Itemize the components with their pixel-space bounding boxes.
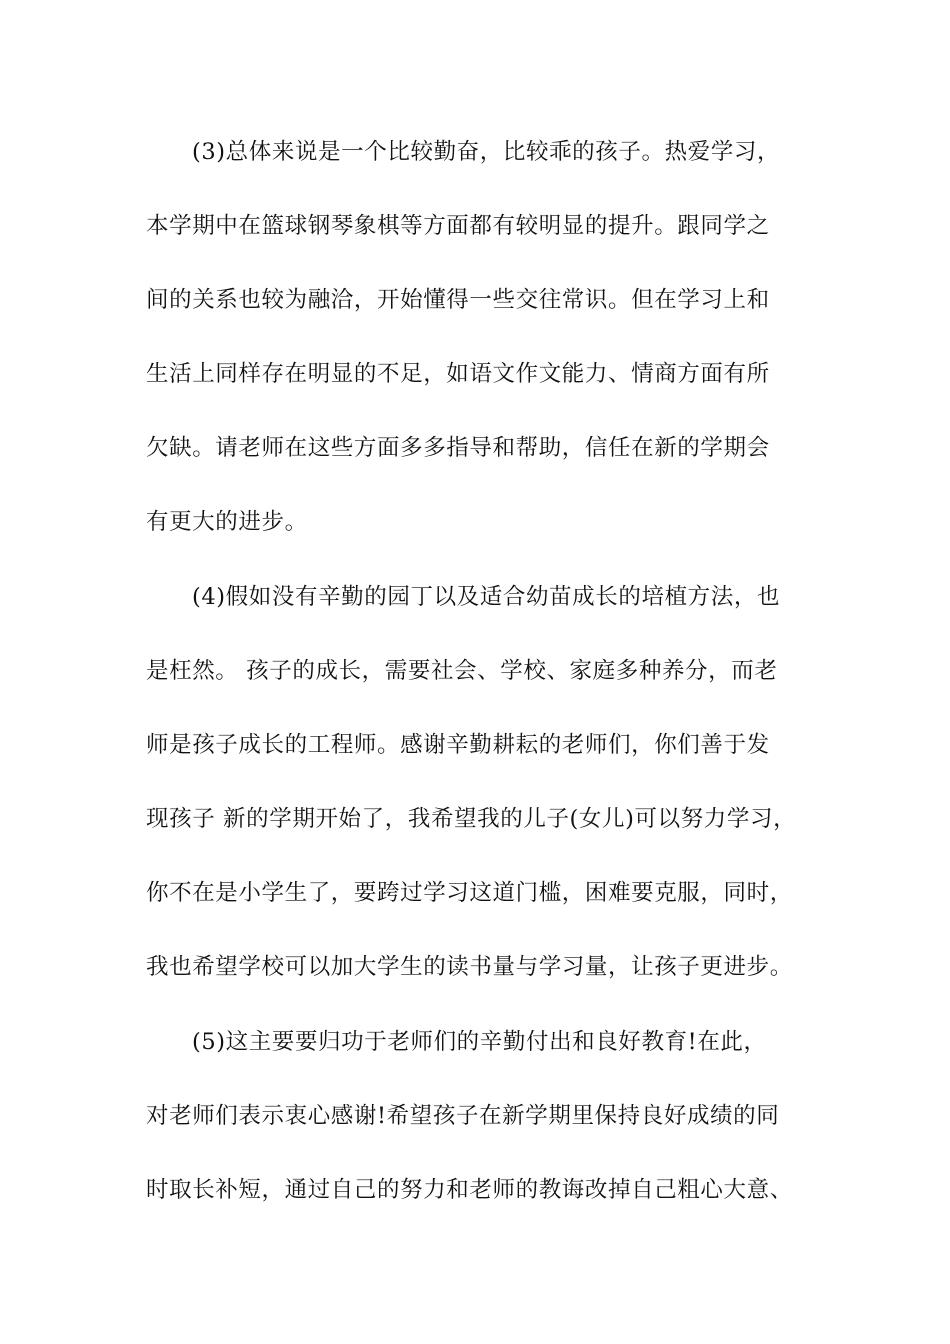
paragraph-3-line-1: (3)总体来说是一个比较勤奋，比较乖的孩子。热爱学习，	[192, 139, 781, 165]
paragraph-5-line-1: (5)这主要要归功于老师们的辛勤付出和良好教育!在此，	[192, 1029, 767, 1055]
paragraph-3-line-2: 本学期中在篮球钢琴象棋等方面都有较明显的提升。跟同学之	[146, 213, 770, 239]
paragraph-3-line-4: 生活上同样存在明显的不足，如语文作文能力、情商方面有所	[146, 361, 770, 387]
paragraph-3-line-6: 有更大的进步。	[146, 509, 308, 535]
paragraph-3-line-5: 欠缺。请老师在这些方面多多指导和帮助，信任在新的学期会	[146, 435, 770, 461]
paragraph-4-line-5: 你不在是小学生了，要跨过学习这道门槛，困难要克服，同时，	[146, 880, 793, 906]
paragraph-4-line-1: (4)假如没有辛勤的园丁以及适合幼苗成长的培植方法，也	[192, 584, 781, 610]
paragraph-5-line-2: 对老师们表示衷心感谢!希望孩子在新学期里保持良好成绩的同	[146, 1103, 780, 1129]
paragraph-4-line-3: 师是孩子成长的工程师。感谢辛勤耕耘的老师们，你们善于发	[146, 732, 770, 758]
paragraph-5-line-3: 时取长补短，通过自己的努力和老师的教诲改掉自己粗心大意、	[146, 1177, 793, 1203]
paragraph-4-line-2: 是枉然。 孩子的成长，需要社会、学校、家庭多种养分，而老	[146, 658, 778, 684]
paragraph-4-line-4: 现孩子 新的学期开始了，我希望我的儿子(女儿)可以努力学习，	[146, 806, 797, 832]
paragraph-3-line-3: 间的关系也较为融洽，开始懂得一些交往常识。但在学习上和	[146, 287, 770, 313]
paragraph-4-line-6: 我也希望学校可以加大学生的读书量与学习量，让孩子更进步。	[146, 954, 793, 980]
